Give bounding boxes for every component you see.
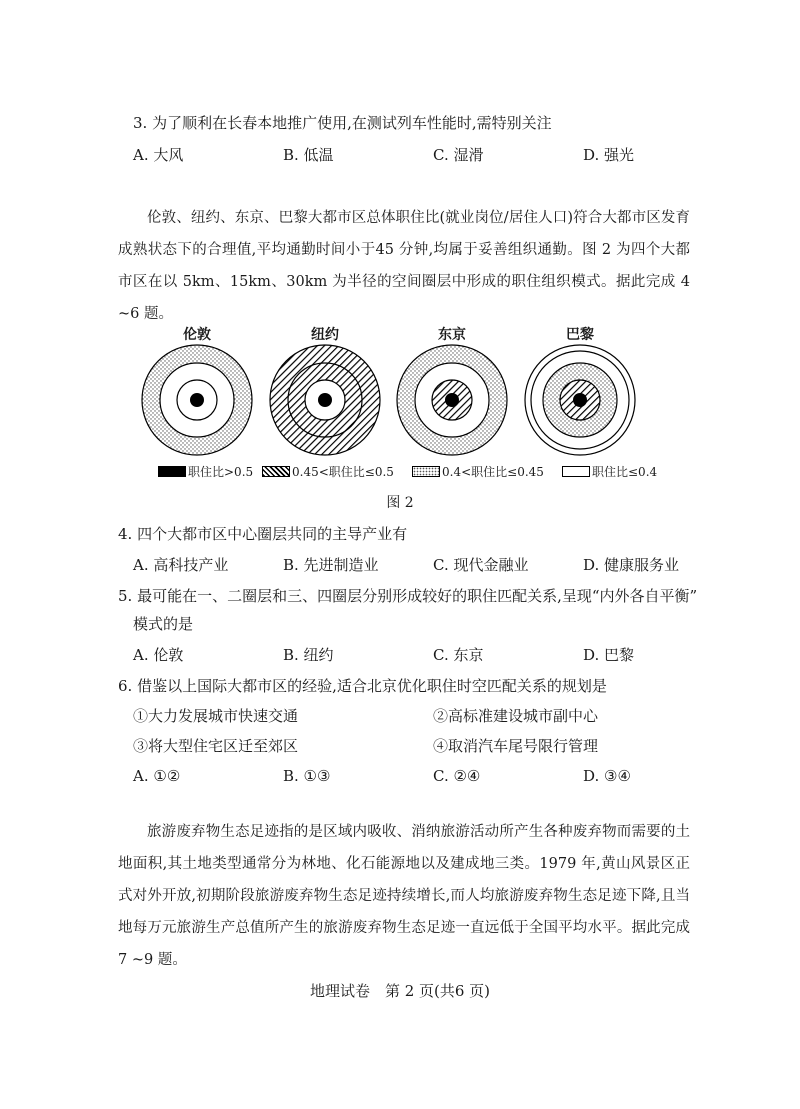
q5-stem: 5. 最可能在一、二圈层和三、四圈层分别形成较好的职住匹配关系,呈现“内外各自平衡” [118, 587, 698, 605]
legend-label: 0.4<职住比≤0.45 [442, 465, 544, 479]
q3-stem: 3. 为了顺利在长春本地推广使用,在测试列车性能时,需特别关注 [133, 114, 552, 132]
q4-option-c: C. 现代金融业 [433, 556, 529, 574]
q4-option-b: B. 先进制造业 [283, 556, 379, 574]
legend-label: 职住比>0.5 [188, 465, 254, 479]
legend-item-0-45-0-5 [262, 465, 394, 479]
q6-item-3: ③将大型住宅区迁至郊区 [133, 737, 299, 755]
q4-option-d: D. 健康服务业 [583, 556, 680, 574]
q6-option-d: D. ③④ [583, 767, 631, 785]
q3-option-a: A. 大风 [133, 146, 184, 164]
legend-swatch-blank [562, 466, 590, 477]
city-label-paris: 巴黎 [566, 327, 594, 343]
q6-option-c: C. ②④ [433, 767, 481, 785]
q5-stem-continued: 模式的是 [133, 615, 194, 633]
q3-option-c: C. 湿滑 [433, 146, 484, 164]
q3-option-b: B. 低温 [283, 146, 334, 164]
q6-option-b: B. ①③ [283, 767, 331, 785]
q4-option-a: A. 高科技产业 [133, 556, 229, 574]
q6-option-a: A. ①② [133, 767, 181, 785]
material-paragraph-1: 伦敦、纽约、东京、巴黎大都市区总体职住比(就业岗位/居住人口)符合大都市区发育成熟状态下的合理值,平均通勤时间小于45 分钟,均属于妥善组织通勤。图 2 为四个大都市区在以 5km、15km、30km 为半径的空间圈层中形成的职住组织模式。据此完成 4 ~6 题。 [118, 210, 690, 322]
legend-swatch-dots [412, 466, 440, 477]
city-label-tokyo: 东京 [438, 327, 466, 343]
city-label-newyork: 纽约 [311, 327, 339, 343]
material-paragraph-2: 旅游废弃物生态足迹指的是区域内吸收、消纳旅游活动所产生各种废弃物而需要的土地面积,其土地类型通常分为林地、化石能源地以及建成地三类。1979 年,黄山风景区正式对外开放,初期阶段旅游废弃物生态足迹持续增长,而人均旅游废弃物生态足迹下降,且当地每万元旅游生产总值所产生的旅游废弃物生态足迹一直远低于全国平均水平。据此完成 7 ~9 题。 [118, 824, 690, 968]
q6-item-2: ②高标准建设城市副中心 [433, 707, 599, 725]
q3-option-d: D. 强光 [583, 146, 635, 164]
city-label-london: 伦敦 [183, 327, 211, 343]
legend-item-gt-0-5 [158, 465, 253, 479]
q6-stem: 6. 借鉴以上国际大都市区的经验,适合北京优化职住时空匹配关系的规划是 [118, 677, 607, 695]
page-footer: 地理试卷 第 2 页(共6 页) [309, 982, 491, 1000]
legend-label: 职住比≤0.4 [592, 465, 658, 479]
ring-diagram-tokyo [397, 345, 507, 455]
q4-stem: 4. 四个大都市区中心圈层共同的主导产业有 [118, 525, 408, 543]
ring-diagram-london [142, 345, 252, 455]
legend-swatch-hatch [262, 466, 290, 477]
q6-item-1: ①大力发展城市快速交通 [133, 707, 299, 725]
q5-option-d: D. 巴黎 [583, 646, 635, 664]
q6-item-4: ④取消汽车尾号限行管理 [433, 737, 599, 755]
q5-option-c: C. 东京 [433, 646, 484, 664]
legend-swatch-solid [158, 466, 186, 477]
legend-item-le-0-4 [562, 465, 657, 479]
q5-option-a: A. 伦敦 [133, 646, 184, 664]
ring-diagram-paris [525, 345, 635, 455]
figure-2-diagram [0, 344, 800, 464]
q5-option-b: B. 纽约 [283, 646, 334, 664]
figure-caption: 图 2 [386, 495, 414, 511]
ring-diagram-newyork [270, 345, 380, 455]
legend-item-0-4-0-45 [412, 465, 544, 479]
legend-label: 0.45<职住比≤0.5 [292, 465, 394, 479]
